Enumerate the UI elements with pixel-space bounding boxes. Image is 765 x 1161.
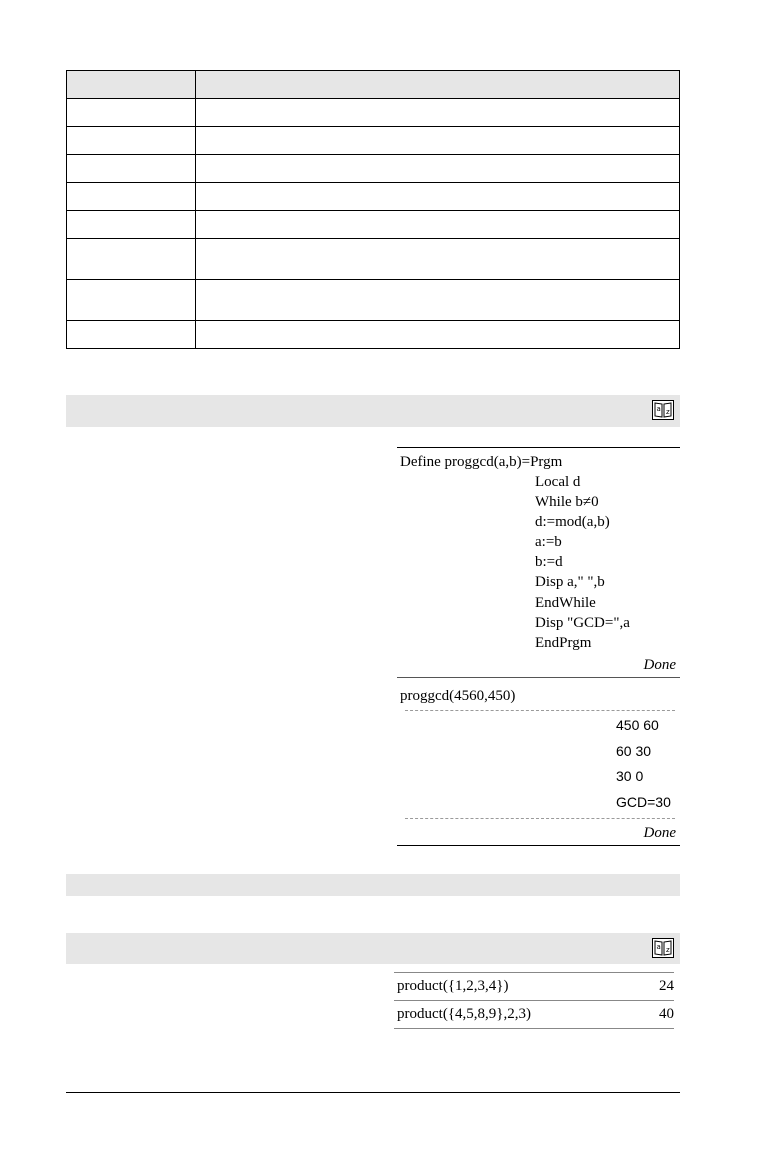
table-cell — [67, 183, 196, 211]
table-cell — [196, 321, 680, 349]
table-cell — [196, 155, 680, 183]
example-top-rule — [397, 447, 680, 448]
table-header-cell — [67, 71, 196, 99]
table-cell — [67, 127, 196, 155]
output-line: 450 60 — [616, 717, 659, 733]
footer-rule — [66, 1092, 680, 1093]
product-result: 24 — [659, 978, 674, 994]
call-expression: proggcd(4560,450) — [400, 688, 516, 704]
dashed-separator — [405, 710, 675, 711]
table-cell — [196, 239, 680, 280]
table-cell — [67, 280, 196, 321]
example-separator — [394, 1000, 674, 1001]
table-cell — [196, 127, 680, 155]
table-cell — [67, 99, 196, 127]
product-expression: product({1,2,3,4}) — [397, 978, 509, 994]
output-line: 60 30 — [616, 743, 652, 759]
example-bottom-rule — [394, 1028, 674, 1029]
table-cell — [196, 183, 680, 211]
program-line: b:=d — [535, 554, 563, 570]
table-cell — [196, 211, 680, 239]
example-bottom-rule — [397, 845, 680, 846]
section-subheader-bar — [66, 874, 680, 896]
program-line: EndPrgm — [535, 635, 592, 651]
program-line: a:=b — [535, 534, 562, 550]
product-result: 40 — [659, 1006, 674, 1022]
section-header-bar — [66, 395, 680, 427]
call-result: Done — [643, 825, 676, 841]
table-cell — [67, 155, 196, 183]
table-header-cell — [196, 71, 680, 99]
svg-text:a: a — [656, 405, 661, 413]
program-line: EndWhile — [535, 595, 596, 611]
dashed-separator — [405, 818, 675, 819]
table-cell — [67, 239, 196, 280]
table-cell — [196, 280, 680, 321]
output-line: 30 0 — [616, 768, 644, 784]
program-line: Disp a," ",b — [535, 574, 605, 590]
product-expression: product({4,5,8,9},2,3) — [397, 1006, 531, 1022]
program-line: Disp "GCD=",a — [535, 615, 630, 631]
table-cell — [196, 99, 680, 127]
catalog-book-icon — [652, 400, 674, 420]
svg-text:a: a — [656, 943, 661, 951]
define-line: Define proggcd(a,b)=Prgm — [400, 454, 563, 470]
example-separator — [397, 677, 680, 678]
section-header-bar — [66, 933, 680, 964]
svg-text:z: z — [666, 408, 670, 416]
catalog-book-icon — [652, 938, 674, 958]
table-cell — [67, 211, 196, 239]
program-line: d:=mod(a,b) — [535, 514, 610, 530]
program-line: While b≠0 — [535, 494, 599, 510]
program-line: Local d — [535, 474, 581, 490]
example-top-rule — [394, 972, 674, 973]
define-result: Done — [643, 657, 676, 673]
table-cell — [67, 321, 196, 349]
options-table — [66, 70, 680, 349]
svg-text:z: z — [666, 946, 670, 954]
output-line: GCD=30 — [616, 794, 671, 810]
